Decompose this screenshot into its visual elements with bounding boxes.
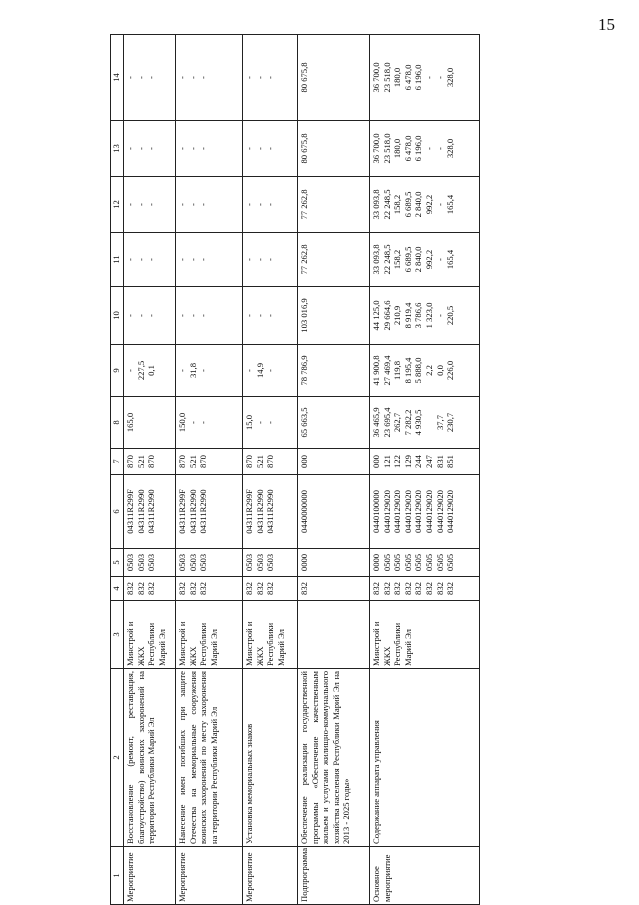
cell-line: 832 [413,582,424,595]
cell-line: - [198,421,209,424]
cell-line: 8 919,4 [402,302,413,329]
cell-line: - [125,258,135,261]
col-header: 5 [111,549,124,577]
row-name: Содержание аппарата управления [370,669,480,847]
table-row [243,35,298,905]
cell-line: 122 [392,455,403,468]
col-header: 1 [111,847,124,905]
cell-line: 2 840,0 [413,191,424,218]
cell-line: 36 700,0 [371,62,381,93]
cell-line: - [265,258,276,261]
cell-line: 0505 [423,553,434,572]
cell-c11 [124,233,176,287]
cell-line: 0000 [371,553,381,572]
table-row [176,35,243,905]
cell-c14 [124,35,176,121]
cell-csr [124,475,176,549]
cell-line: 832 [254,582,265,595]
cell-line: 870 [125,455,135,468]
cell-line: 832 [371,582,381,595]
cell-c10 [176,287,243,345]
cell-line: 0503 [177,553,187,572]
row-executor [298,601,370,669]
cell-line: 870 [177,455,187,468]
cell-line: 180,0 [392,138,403,159]
cell-c13 [176,121,243,177]
cell-line: 0,1 [146,365,157,376]
col-header: 13 [111,121,124,177]
cell-line: - [434,147,445,150]
row-type: Мероприятие [124,847,176,905]
cell-line: 0505 [434,553,445,572]
cell-line: 165,4 [445,249,456,270]
row-name: Восстановление (ремонт, реставрация, благоустройство) воинских захоронений на территории Республики Марий Эл [124,669,176,847]
cell-line: 832 [265,582,276,595]
cell-line: - [177,369,187,372]
cell-line: - [125,76,135,79]
cell-line: 6 478,0 [402,64,413,91]
cell-line: - [265,203,276,206]
cell-line: 0505 [392,553,403,572]
cell-line: 0440129020 [423,490,434,533]
row-name: Обеспечение реализации государственной программы «Обеспечение качественным жильем и услугами жилищно-коммунального хозяйства населения Республики Марий Эл на 2013 - 2025 годы» [298,669,370,847]
cell-line: 832 [392,582,403,595]
cell-line: - [254,203,265,206]
cell-line: - [187,314,198,317]
row-executor: Минстрой и ЖКХ Республики Марий Эл [176,601,243,669]
cell-rzpr [176,549,243,577]
cell-line: - [125,203,135,206]
cell-rzpr [298,549,370,577]
cell-line: 04311R2990 [265,489,276,534]
cell-line: 04311R2990 [135,489,146,534]
cell-rzpr [370,549,480,577]
cell-line: 15,0 [244,414,254,431]
cell-line: 521 [135,455,146,468]
cell-line: 870 [198,455,209,468]
cell-line: 78 786,9 [299,355,309,386]
cell-csr [176,475,243,549]
row-type: Мероприятие [243,847,298,905]
cell-line: - [177,314,187,317]
cell-line: - [265,369,276,372]
cell-line: 0440129020 [434,490,445,533]
cell-line: - [135,314,146,317]
cell-line: 851 [445,455,456,468]
cell-line: 04311R299F [244,489,254,534]
cell-line: - [254,258,265,261]
cell-line: 41 900,8 [371,355,381,386]
cell-line: 65 663,5 [299,407,309,438]
cell-grbs [176,577,243,601]
cell-line: - [198,76,209,79]
cell-line: 0440129020 [445,490,456,533]
cell-line: - [177,147,187,150]
cell-line: - [265,421,276,424]
row-type: Мероприятие [176,847,243,905]
cell-line: 7 282,2 [402,409,413,436]
cell-line: - [187,147,198,150]
row-executor: Минстрой и ЖКХ Республики Марий Эл [124,601,176,669]
cell-line: - [146,203,157,206]
cell-line: 832 [135,582,146,595]
cell-c8 [176,397,243,449]
cell-line: 0503 [244,553,254,572]
cell-line: - [198,369,209,372]
table-row [370,35,480,905]
cell-line: 44 125,0 [371,300,381,331]
cell-c12 [370,177,480,233]
cell-c12 [298,177,370,233]
cell-c12 [243,177,298,233]
cell-line: 328,0 [445,138,456,159]
cell-line: 22 248,5 [381,189,392,220]
cell-line: - [187,258,198,261]
cell-line: 832 [381,582,392,595]
cell-c9 [124,345,176,397]
cell-line: 0440000000 [299,490,309,533]
cell-line: 36 700,0 [371,133,381,164]
col-header: 7 [111,449,124,475]
cell-line: 0000 [299,553,309,572]
cell-line: - [244,147,254,150]
cell-line: - [135,258,146,261]
cell-c13 [124,121,176,177]
cell-line: 129 [402,455,413,468]
cell-line: - [265,76,276,79]
cell-c13 [298,121,370,177]
col-header: 8 [111,397,124,449]
cell-line: 832 [402,582,413,595]
cell-line: 521 [254,455,265,468]
cell-grbs [124,577,176,601]
cell-line: - [254,421,265,424]
cell-grbs [243,577,298,601]
cell-c10 [124,287,176,345]
cell-line: 23 518,0 [381,133,392,164]
cell-line: 992,2 [423,249,434,270]
cell-line [146,399,157,446]
cell-line: 165,0 [125,412,135,433]
cell-c13 [370,121,480,177]
cell-line: 832 [423,582,434,595]
cell-line: 832 [299,582,309,595]
cell-line: 210,9 [392,305,403,326]
cell-line: - [254,147,265,150]
cell-rzpr [124,549,176,577]
cell-line: 8 195,4 [402,357,413,384]
cell-line: - [244,203,254,206]
cell-c9 [370,345,480,397]
cell-line [136,399,147,446]
cell-line: - [244,369,254,372]
cell-line: 04311R2990 [198,489,209,534]
cell-line: - [146,314,157,317]
cell-line: 0503 [265,553,276,572]
cell-c11 [298,233,370,287]
cell-line: 6 689,5 [402,191,413,218]
cell-vr [124,449,176,475]
cell-line: - [146,76,157,79]
cell-line [424,399,435,446]
budget-table [110,34,480,905]
cell-line: 33 093,8 [371,244,381,275]
cell-c9 [298,345,370,397]
cell-line: 04311R299F [125,489,135,534]
cell-line: 870 [146,455,157,468]
cell-line: - [135,76,146,79]
cell-line: 31,8 [187,362,198,379]
cell-line: 0505 [413,553,424,572]
cell-vr [298,449,370,475]
cell-line: 6 478,0 [402,135,413,162]
cell-c14 [298,35,370,121]
cell-line: 832 [187,582,198,595]
cell-line: 0440129020 [392,490,403,533]
cell-c12 [124,177,176,233]
table-body [124,35,480,905]
cell-line: - [146,147,157,150]
cell-line: 23 695,4 [381,407,392,438]
cell-line: - [244,258,254,261]
cell-line: 77 262,8 [299,244,309,275]
cell-line: 0440129020 [413,490,424,533]
cell-line: 2,2 [423,365,434,376]
cell-line: 832 [198,582,209,595]
cell-line: 000 [299,455,309,468]
cell-line: 0505 [402,553,413,572]
cell-line: 180,0 [392,67,403,88]
cell-line: - [434,314,445,317]
cell-c8 [298,397,370,449]
cell-line: 14,9 [254,362,265,379]
cell-c8 [124,397,176,449]
rotated-document [110,35,593,905]
cell-line: - [125,369,135,372]
cell-line: 36 465,9 [371,407,381,438]
cell-line: 1 323,0 [423,302,434,329]
cell-line: 0503 [254,553,265,572]
cell-line: - [434,76,445,79]
cell-line: 227,5 [135,360,146,381]
cell-line: 23 518,0 [381,62,392,93]
cell-line: 0,0 [434,365,445,376]
cell-line: 244 [413,455,424,468]
cell-line: 158,2 [392,249,403,270]
col-header: 14 [111,35,124,121]
row-executor: Минстрой и ЖКХ Республики Марий Эл [370,601,480,669]
col-header: 2 [111,669,124,847]
cell-line: 103 016,9 [299,298,309,333]
cell-line: 0440100000 [371,490,381,533]
cell-line: 27 469,4 [381,355,392,386]
col-header: 12 [111,177,124,233]
cell-line: 0503 [187,553,198,572]
cell-line: - [198,258,209,261]
col-header: 9 [111,345,124,397]
cell-line: - [423,147,434,150]
cell-vr [176,449,243,475]
cell-csr [243,475,298,549]
cell-c14 [243,35,298,121]
row-name: Установка мемориальных знаков [243,669,298,847]
cell-line: 2 840,0 [413,246,424,273]
cell-line: 165,4 [445,194,456,215]
cell-line: 832 [177,582,187,595]
table-row [298,35,370,905]
row-type: Подпрограмма [298,847,370,905]
cell-c8 [370,397,480,449]
cell-line: - [177,203,187,206]
row-name: Нанесение имен погибших при защите Отечества на мемориальные сооружения воинских захоронений по месту захоронения на территории Республики Марий Эл [176,669,243,847]
cell-rzpr [243,549,298,577]
cell-c11 [176,233,243,287]
cell-line: - [125,147,135,150]
cell-line: 3 786,6 [413,302,424,329]
cell-line: 22 248,5 [381,244,392,275]
cell-line: 870 [265,455,276,468]
cell-c12 [176,177,243,233]
cell-line: 832 [125,582,135,595]
cell-line: - [135,147,146,150]
cell-line: 80 675,8 [299,133,309,164]
cell-line: 0440129020 [402,490,413,533]
cell-line: - [198,314,209,317]
header-row [111,35,124,905]
cell-line: - [198,203,209,206]
cell-c9 [243,345,298,397]
cell-line: 6 196,0 [413,64,424,91]
col-header: 4 [111,577,124,601]
cell-line: 832 [146,582,157,595]
cell-line: 5 888,0 [413,357,424,384]
cell-c14 [370,35,480,121]
cell-line: - [423,76,434,79]
cell-line: - [187,76,198,79]
cell-vr [370,449,480,475]
cell-line: 0440129020 [381,490,392,533]
cell-line: 992,2 [423,194,434,215]
cell-line: 226,0 [445,360,456,381]
cell-line: - [177,76,187,79]
cell-line: 832 [244,582,254,595]
cell-line: - [135,203,146,206]
cell-csr [370,475,480,549]
cell-c14 [176,35,243,121]
cell-line: 121 [381,455,392,468]
cell-grbs [370,577,480,601]
cell-line: - [265,147,276,150]
cell-line: 04311R2990 [187,489,198,534]
cell-line: 262,7 [392,412,403,433]
cell-c10 [243,287,298,345]
row-executor: Минстрой и ЖКХ Республики Марий Эл [243,601,298,669]
cell-line: 0503 [135,553,146,572]
cell-line: - [177,258,187,261]
cell-c10 [298,287,370,345]
cell-line: 6 196,0 [413,135,424,162]
cell-line: 0503 [198,553,209,572]
page-number: 15 [598,15,615,34]
cell-line: 247 [423,455,434,468]
cell-line: 04311R2990 [146,489,157,534]
cell-vr [243,449,298,475]
cell-line: 119,8 [392,360,403,381]
cell-line: 000 [371,455,381,468]
cell-line: 230,7 [445,412,456,433]
table-row [124,35,176,905]
row-type: Основное мероприятие [370,847,480,905]
cell-line: 0505 [381,553,392,572]
cell-line: 33 093,8 [371,189,381,220]
cell-line: - [434,258,445,261]
cell-line: 6 689,5 [402,246,413,273]
cell-line: 80 675,8 [299,62,309,93]
cell-line: 37,7 [434,414,445,431]
cell-line: 521 [187,455,198,468]
cell-line: 831 [434,455,445,468]
cell-line: - [265,314,276,317]
cell-line: 77 262,8 [299,189,309,220]
cell-c11 [243,233,298,287]
cell-line: - [244,314,254,317]
cell-line: 04311R2990 [254,489,265,534]
cell-line: 870 [244,455,254,468]
cell-line: 29 664,6 [381,300,392,331]
cell-c9 [176,345,243,397]
cell-line: - [254,76,265,79]
cell-c13 [243,121,298,177]
cell-line: - [244,76,254,79]
cell-line: - [146,258,157,261]
cell-line: 0503 [125,553,135,572]
cell-line: - [198,147,209,150]
cell-line: 220,5 [445,305,456,326]
cell-line: 832 [445,582,456,595]
cell-c10 [370,287,480,345]
col-header: 10 [111,287,124,345]
cell-c11 [370,233,480,287]
cell-line: 4 930,5 [413,409,424,436]
cell-line: 150,0 [177,412,187,433]
cell-line: 0505 [445,553,456,572]
cell-line: 0503 [146,553,157,572]
cell-line: 832 [434,582,445,595]
cell-line: 04311R299F [177,489,187,534]
col-header: 11 [111,233,124,287]
cell-line: - [254,314,265,317]
cell-csr [298,475,370,549]
cell-line: 158,2 [392,194,403,215]
col-header: 6 [111,475,124,549]
cell-line: - [125,314,135,317]
cell-line: - [187,203,198,206]
cell-line: - [434,203,445,206]
cell-line: - [187,421,198,424]
cell-line: 328,0 [445,67,456,88]
cell-c8 [243,397,298,449]
cell-grbs [298,577,370,601]
col-header: 3 [111,601,124,669]
